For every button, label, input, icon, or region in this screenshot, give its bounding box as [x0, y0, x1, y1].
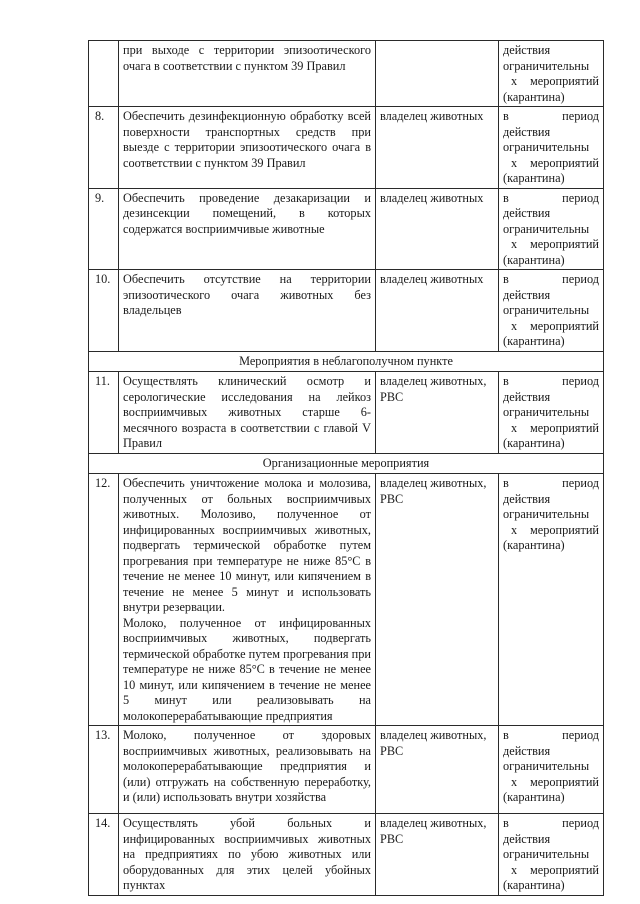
term-line: в период [503, 272, 599, 286]
term-line: в период [503, 816, 599, 830]
row-responsible: владелец животных [376, 107, 499, 189]
section-row [89, 351, 604, 372]
table-row [89, 474, 604, 726]
row-responsible: владелец животных, РВС [376, 372, 499, 454]
action-paragraph: Молоко, полученное от инфицированных восприимчивых животных, подвергать термической обработке путем прогревания при температуре не ниже 85°С в течение не менее 10 минут, или кипячением в течение не менее 5 минут или реализовывать на молокоперерабатывающие предприятия [123, 615, 371, 723]
row-term [499, 270, 604, 352]
term-line: в период [503, 728, 599, 742]
term-line: (карантина) [503, 171, 565, 185]
term-line: действия [503, 743, 551, 758]
row-term [499, 188, 604, 270]
row-responsible: владелец животных, РВС [376, 726, 499, 814]
section-title: Организационные мероприятия [89, 453, 604, 474]
row-action: Обеспечить дезинфекционную обработку всей поверхности транспортных средств при выезде с территории эпизоотического очага в соответствии с пунктом 39 Правил [119, 107, 376, 189]
row-number: 11. [89, 372, 119, 454]
row-term [499, 107, 604, 189]
term-line: (карантина) [503, 89, 565, 104]
row-action: Обеспечить отсутствие на территории эпизоотического очага животных без владельцев [119, 270, 376, 352]
term-line: (карантина) [503, 790, 565, 804]
term-line: в период [503, 109, 599, 123]
row-responsible: владелец животных [376, 270, 499, 352]
term-line: х мероприятий [511, 862, 599, 877]
table-row [89, 188, 604, 270]
table-row [89, 270, 604, 352]
term-line: в период [503, 374, 599, 388]
term-line: ограничительны [503, 847, 590, 861]
row-action: Молоко, полученное от здоровых восприимчивых животных, реализовывать на молокоперерабатывающие предприятия и (или) отгружать на собственную переработку, и (или) использовать внутри хозяйства [119, 726, 376, 814]
row-action [119, 474, 376, 726]
row-number: 14. [89, 814, 119, 896]
term-line: действия [503, 43, 551, 57]
term-line: ограничительны [503, 221, 590, 236]
term-line: действия [503, 389, 551, 404]
term-line: ограничительны [503, 507, 590, 521]
row-term [499, 814, 604, 896]
term-line: х мероприятий [511, 522, 599, 537]
row-responsible [376, 41, 499, 107]
term-line: х мероприятий [511, 420, 599, 435]
term-line: в период [503, 476, 599, 490]
term-line: (карантина) [503, 538, 565, 552]
row-number: 8. [89, 107, 119, 189]
row-number: 10. [89, 270, 119, 352]
row-term [499, 726, 604, 814]
term-line: действия [503, 831, 551, 846]
table-row [89, 41, 604, 107]
term-line: ограничительны [503, 405, 590, 419]
term-line: х мероприятий [511, 318, 599, 333]
term-line: ограничительны [503, 303, 590, 317]
section-title: Мероприятия в неблагополучном пункте [89, 351, 604, 372]
table-row [89, 726, 604, 814]
term-line: (карантина) [503, 878, 565, 892]
row-number: 9. [89, 188, 119, 270]
row-term [499, 41, 604, 107]
row-action: Обеспечить проведение дезакаризации и дезинсекции помещений, в которых содержатся восприимчивые животные [119, 188, 376, 270]
term-line: в период [503, 190, 599, 205]
measures-table [88, 40, 604, 896]
action-paragraph: Обеспечить уничтожение молока и молозива, полученных от больных восприимчивых животных. Молозиво, полученное от инфицированных восприимчивых животных, подвергать термической обработке путем прогревания при температуре не ниже 85°С в течение не менее 10 минут, или кипячением в течение не менее 5 минут и использовать внутри резервации. [123, 476, 371, 614]
row-responsible: владелец животных, РВС [376, 474, 499, 726]
table-row [89, 814, 604, 896]
term-line: х мероприятий [511, 237, 599, 251]
term-line: х мероприятий [511, 774, 599, 789]
section-row [89, 453, 604, 474]
term-line: ограничительны [503, 58, 590, 73]
term-line: действия [503, 287, 551, 302]
term-line: действия [503, 491, 551, 506]
row-number [89, 41, 119, 107]
row-action: Осуществлять клинический осмотр и серологические исследования на лейкоз восприимчивых животных старше 6-месячного возраста в соответствии с главой V Правил [119, 372, 376, 454]
term-line: (карантина) [503, 334, 565, 348]
term-line: действия [503, 124, 551, 139]
term-line: действия [503, 206, 551, 220]
row-term [499, 372, 604, 454]
table-row [89, 372, 604, 454]
term-line: ограничительны [503, 759, 590, 773]
term-line: (карантина) [503, 436, 565, 450]
row-action: при выходе с территории эпизоотического очага в соответствии с пунктом 39 Правил [119, 41, 376, 107]
term-line: х мероприятий [511, 74, 599, 88]
row-responsible: владелец животных [376, 188, 499, 270]
row-responsible: владелец животных, РВС [376, 814, 499, 896]
row-number: 13. [89, 726, 119, 814]
term-line: ограничительны [503, 140, 590, 154]
row-action: Осуществлять убой больных и инфицированных восприимчивых животных на предприятиях по убою животных или оборудованных для этих целей убойных пунктах [119, 814, 376, 896]
term-line: х мероприятий [511, 155, 599, 170]
row-number: 12. [89, 474, 119, 726]
term-line: (карантина) [503, 252, 565, 267]
table-row [89, 107, 604, 189]
row-term [499, 474, 604, 726]
